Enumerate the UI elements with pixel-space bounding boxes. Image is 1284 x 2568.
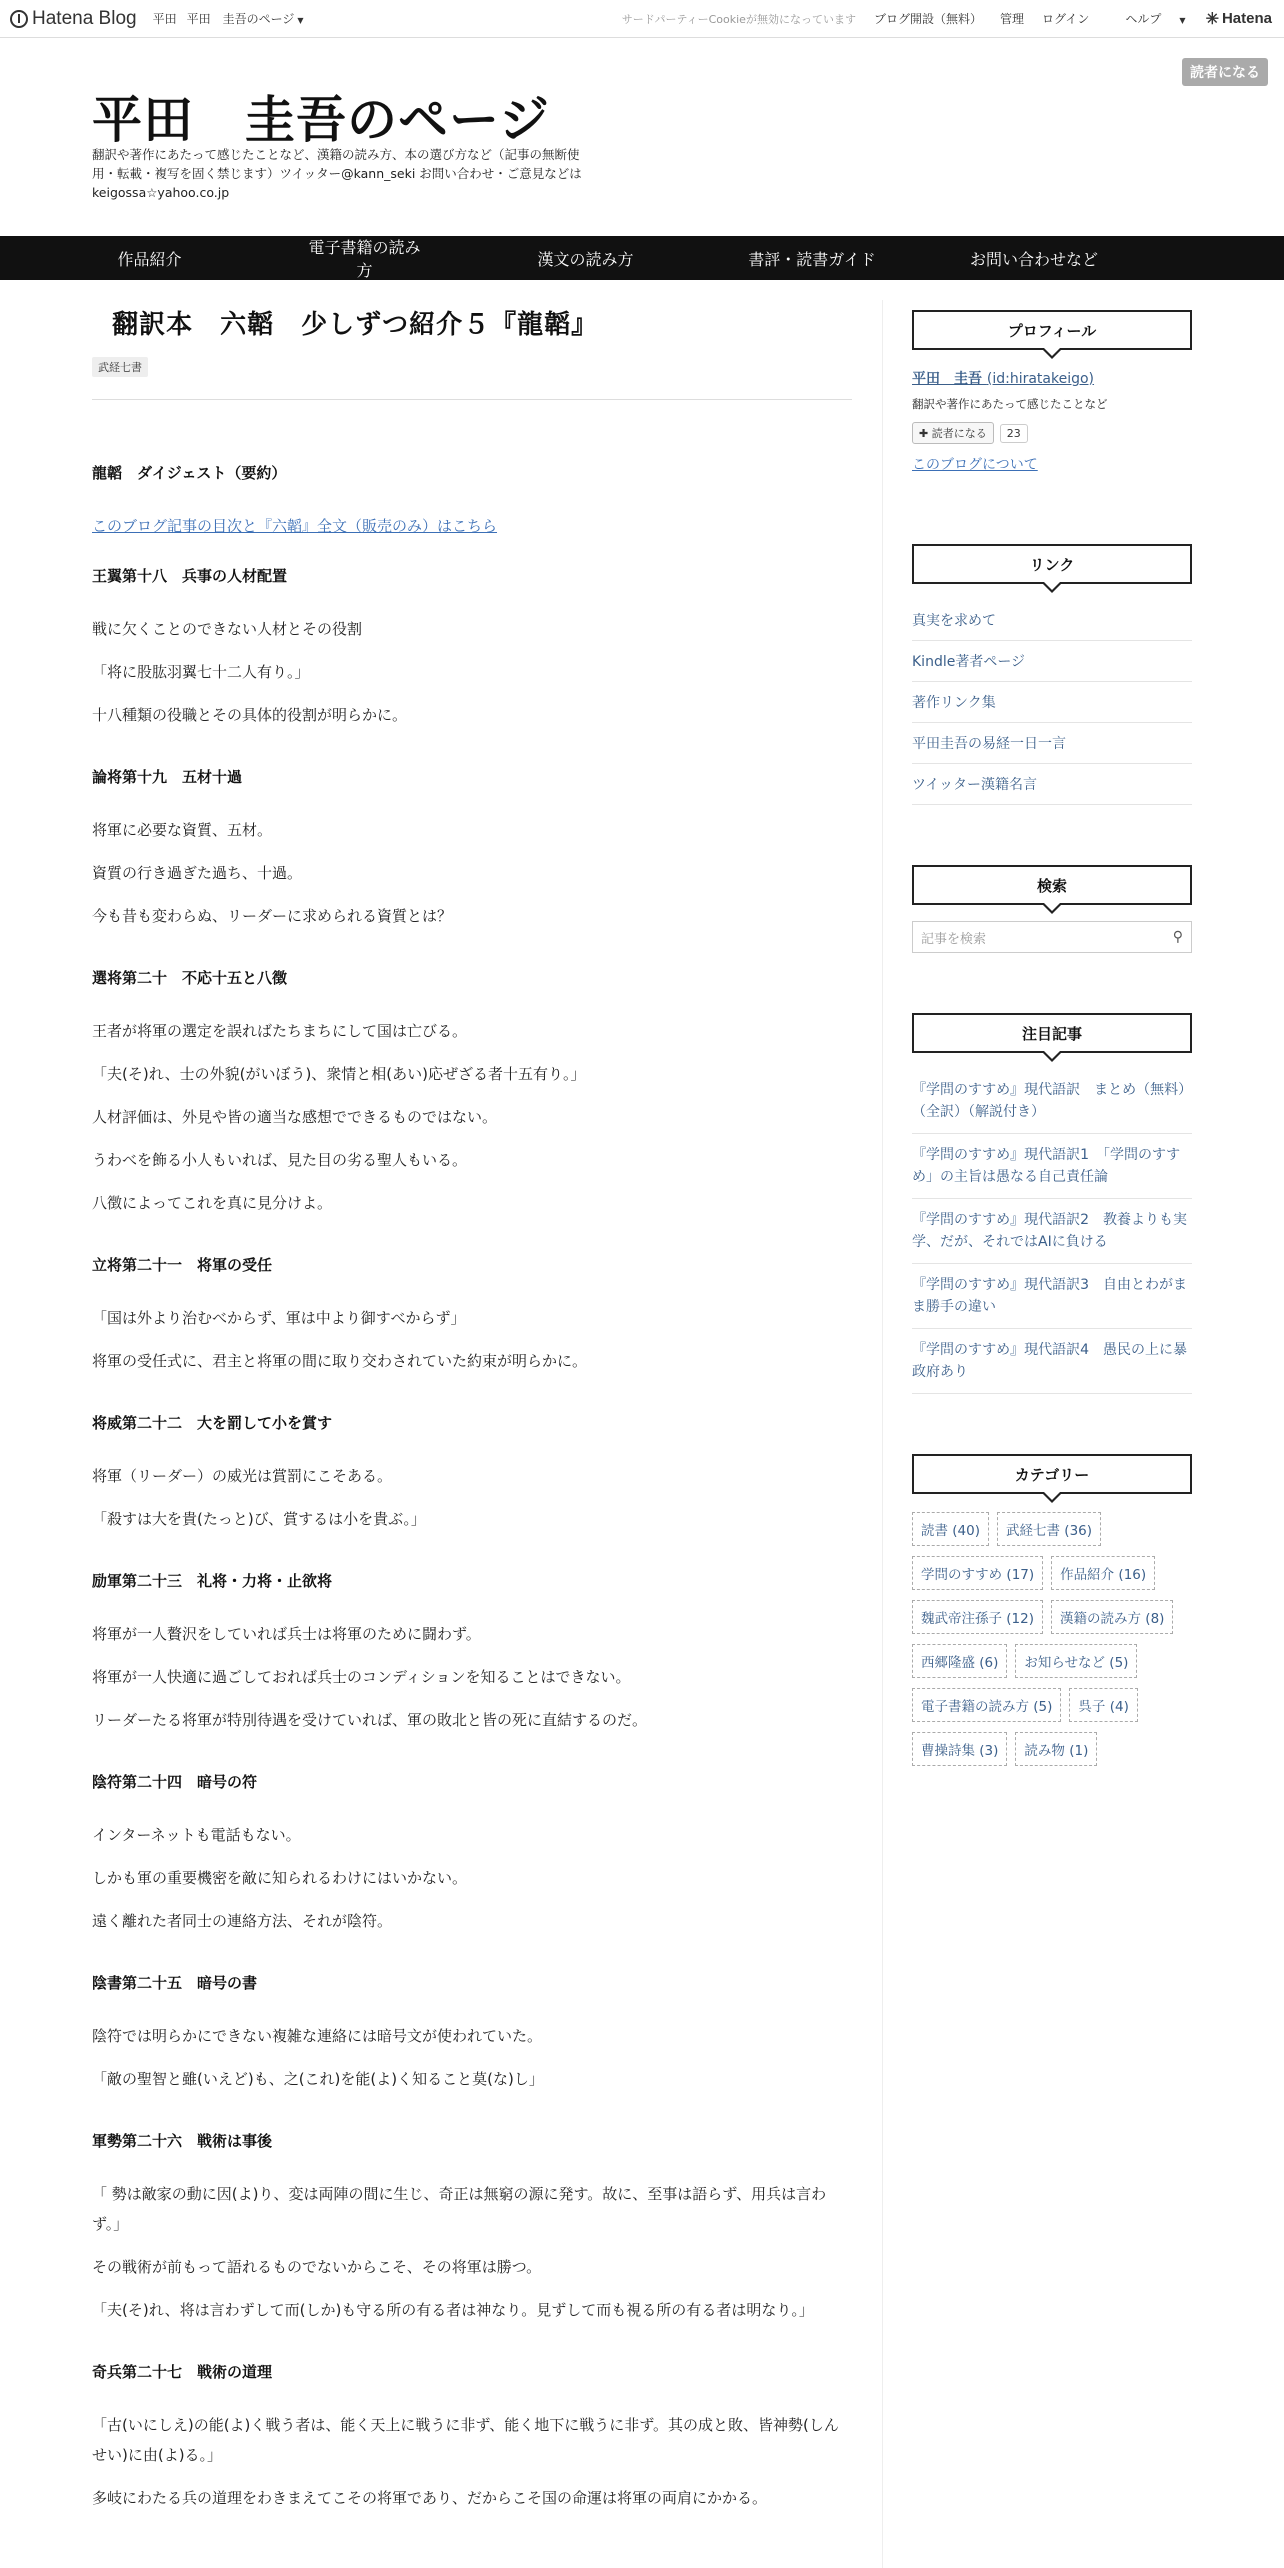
section-paragraph: しかも軍の重要機密を敵に知られるわけにはいかない。 bbox=[92, 1869, 468, 1887]
entry bbox=[92, 300, 852, 2549]
categories-title: カテゴリー bbox=[912, 1454, 1192, 1494]
section-paragraph: 「 勢は敵家の動に因(よ)り、変は両陣の間に生じ、奇正は無窮の源に発す。故に、至事は語らず、用兵は言わず。」 bbox=[92, 2185, 827, 2233]
section-paragraph: 将軍（リーダー）の威光は賞罰にこそある。 bbox=[92, 1467, 393, 1485]
sidebar-link-item[interactable]: 平田圭吾の易経一日一言 bbox=[912, 723, 1192, 764]
sidebar-link-item[interactable]: Kindle著者ページ bbox=[912, 641, 1192, 682]
sidebar-link-item[interactable]: 真実を求めて bbox=[912, 600, 1192, 641]
section-paragraph: その戦術が前もって語れるものでないからこそ、その将軍は勝つ。 bbox=[92, 2258, 542, 2276]
section-heading: 王翼第十八 兵事の人材配置 bbox=[92, 567, 288, 585]
reader-count: 23 bbox=[1000, 424, 1028, 443]
section-paragraph: 「敵の聖智と雖(いえど)も、之(これ)を能(よ)く知ること莫(な)し」 bbox=[92, 2070, 544, 2088]
section-heading: 陰書第二十五 暗号の書 bbox=[92, 1974, 258, 1992]
sidebar-divider bbox=[882, 300, 883, 2568]
section-paragraph: 将軍が一人贅沢をしていれば兵士は将軍のために闘わず。 bbox=[92, 1625, 481, 1643]
section-paragraph: 将軍に必要な資質、五材。 bbox=[92, 821, 273, 839]
section-paragraph: 人材評価は、外見や皆の適当な感想でできるものではない。 bbox=[92, 1108, 498, 1126]
help-menu[interactable]: ヘルプ ▼ bbox=[1125, 12, 1186, 26]
digest-heading: 龍韜 ダイジェスト（要約） bbox=[92, 464, 287, 482]
cookie-notice: サードパーティーCookieが無効になっています bbox=[621, 12, 856, 26]
hot-entry-link[interactable]: 『学問のすすめ』現代語訳 まとめ（無料）（全訳）（解説付き） bbox=[912, 1069, 1192, 1134]
caret-down-icon: ▼ bbox=[1179, 16, 1186, 25]
profile-title: プロフィール bbox=[912, 310, 1192, 350]
section-heading: 軍勢第二十六 戦術は事後 bbox=[92, 2132, 273, 2150]
section-paragraph: うわべを飾る小人もいれば、見た目の劣る聖人もいる。 bbox=[92, 1151, 468, 1169]
hot-entries-title: 注目記事 bbox=[912, 1013, 1192, 1053]
categories-module bbox=[912, 1454, 1192, 1776]
profile-description: 翻訳や著作にあたって感じたことなど bbox=[912, 397, 1108, 411]
links-title: リンク bbox=[912, 544, 1192, 584]
section-heading: 奇兵第二十七 戦術の道理 bbox=[92, 2363, 273, 2381]
category-tag[interactable]: 読み物 (1) bbox=[1015, 1732, 1097, 1766]
topbar-user-link[interactable]: 平田 bbox=[152, 12, 177, 26]
hatena-star-icon: ✳ bbox=[1205, 10, 1219, 28]
category-tag[interactable]: 作品紹介 (16) bbox=[1051, 1556, 1155, 1590]
category-tag[interactable]: 西郷隆盛 (6) bbox=[912, 1644, 1007, 1678]
entry-title[interactable]: 翻訳本 六韜 少しずつ紹介５『龍韜』 bbox=[112, 310, 599, 340]
section-paragraph: 「殺すは大を貴(たっと)び、賞するは小を貴ぶ。」 bbox=[92, 1510, 426, 1528]
toc-link[interactable]: このブログ記事の目次と『六韜』全文（販売のみ）はこちら bbox=[92, 517, 498, 535]
category-tag[interactable]: 魏武帝注孫子 (12) bbox=[912, 1600, 1043, 1634]
entry-content bbox=[92, 462, 852, 2513]
section-heading: 選将第二十 不応十五と八徴 bbox=[92, 969, 288, 987]
global-nav bbox=[0, 236, 1284, 280]
search-title: 検索 bbox=[912, 865, 1192, 905]
login-link[interactable]: ログイン bbox=[1041, 12, 1090, 26]
entry-section bbox=[92, 2361, 852, 2513]
links-module bbox=[912, 544, 1192, 805]
section-heading: 立将第二十一 将軍の受任 bbox=[92, 1256, 273, 1274]
category-tag[interactable]: 武経七書 (36) bbox=[997, 1512, 1101, 1546]
topbar-blog-menu[interactable]: 平田 圭吾のページ ▼ bbox=[186, 12, 304, 26]
category-tag[interactable]: お知らせなど (5) bbox=[1015, 1644, 1137, 1678]
section-paragraph: 将軍が一人快適に過ごしておれば兵士のコンディションを知ることはできない。 bbox=[92, 1668, 631, 1686]
open-blog-link[interactable]: ブログ開設（無料） bbox=[873, 12, 982, 26]
category-tag[interactable]: 学問のすすめ (17) bbox=[912, 1556, 1043, 1590]
entry-section bbox=[92, 565, 852, 730]
about-blog-link[interactable]: このブログについて bbox=[912, 457, 1038, 473]
category-tag[interactable]: 曹操詩集 (3) bbox=[912, 1732, 1007, 1766]
search-icon[interactable]: ⚲ bbox=[1172, 929, 1183, 945]
caret-down-icon: ▼ bbox=[297, 16, 304, 25]
section-paragraph: 遠く離れた者同士の連絡方法、それが陰符。 bbox=[92, 1912, 393, 1930]
hatena-logo-icon bbox=[10, 10, 28, 28]
profile-module bbox=[912, 310, 1192, 474]
plus-icon: ✚ bbox=[919, 427, 929, 440]
nav-item-kanbun[interactable]: 漢文の読み方 bbox=[537, 249, 634, 269]
hatena-topbar bbox=[0, 0, 1284, 38]
section-paragraph: 王者が将軍の選定を誤ればたちまちにして国は亡びる。 bbox=[92, 1022, 468, 1040]
entry-section bbox=[92, 1254, 852, 1376]
section-paragraph: 戦に欠くことのできない人材とその役割 bbox=[92, 620, 363, 638]
hatena-blog-logo[interactable]: Hatena Blog bbox=[10, 8, 137, 30]
section-heading: 陰符第二十四 暗号の符 bbox=[92, 1773, 258, 1791]
entry-section bbox=[92, 1570, 852, 1735]
entry-section bbox=[92, 2130, 852, 2325]
section-paragraph: リーダーたる将軍が特別待遇を受けていれば、軍の敗北と皆の死に直結するのだ。 bbox=[92, 1711, 648, 1729]
section-heading: 将威第二十二 大を罰して小を賞す bbox=[92, 1414, 333, 1432]
hot-entries-module bbox=[912, 1013, 1192, 1394]
nav-item-works[interactable]: 作品紹介 bbox=[117, 249, 182, 269]
section-paragraph: 今も昔も変わらぬ、リーダーに求められる資質とは？ bbox=[92, 907, 453, 925]
section-paragraph: インターネットも電話もない。 bbox=[92, 1826, 301, 1844]
section-paragraph: 「夫(そ)れ、将は言わずして而(しか)も守る所の有る者は神なり。見ずして而も視る所の有る者は明なり。」 bbox=[92, 2301, 814, 2319]
sidebar-link-item[interactable]: ツイッター漢籍名言 bbox=[912, 764, 1192, 805]
entry-section bbox=[92, 1972, 852, 2094]
section-paragraph: 陰符では明らかにできない複雑な連絡には暗号文が使われていた。 bbox=[92, 2027, 543, 2045]
section-heading: 論将第十九 五材十過 bbox=[92, 768, 243, 786]
divider bbox=[92, 399, 852, 400]
section-paragraph: 「古(いにしえ)の能(よ)く戦う者は、能く天上に戦うに非ず、能く地下に戦うに非ず。其の成と敗、皆神勢(しんせい)に由(よ)る。」 bbox=[92, 2416, 839, 2464]
blog-description: 翻訳や著作にあたって感じたことなど、漢籍の読み方、本の選び方など（記事の無断使用・転載・複写を固く禁じます）ツイッター@kann_seki お問い合わせ・ご意見などはkeigossa☆yahoo.co.jp bbox=[92, 147, 582, 200]
hot-entry-link[interactable]: 『学問のすすめ』現代語訳4 愚民の上に暴政府あり bbox=[912, 1329, 1192, 1394]
blog-title[interactable]: 平田 圭吾のページ bbox=[92, 91, 550, 149]
section-paragraph: 資質の行き過ぎた過ち、十過。 bbox=[92, 864, 303, 882]
hot-entry-link[interactable]: 『学問のすすめ』現代語訳3 自由とわがまま勝手の違い bbox=[912, 1264, 1192, 1329]
nav-item-review[interactable]: 書評・読書ガイド bbox=[748, 249, 876, 269]
category-tag[interactable]: 漢籍の読み方 (8) bbox=[1051, 1600, 1173, 1634]
section-paragraph: 将軍の受任式に、君主と将軍の間に取り交わされていた約束が明らかに。 bbox=[92, 1352, 588, 1370]
hatena-home-link[interactable]: ✳ Hatena bbox=[1205, 10, 1272, 28]
entry-section bbox=[92, 967, 852, 1218]
entry-section bbox=[92, 1771, 852, 1936]
section-paragraph: 多岐にわたる兵の道理をわきまえてこその将軍であり、だからこそ国の命運は将軍の両肩にかかる。 bbox=[92, 2489, 768, 2507]
section-paragraph: 「国は外より治むべからず、軍は中より御すべからず」 bbox=[92, 1309, 466, 1327]
nav-item-contact[interactable]: お問い合わせなど bbox=[969, 249, 1098, 269]
hot-entry-link[interactable]: 『学問のすすめ』現代語訳1 「学問のすすめ」の主旨は愚なる自己責任論 bbox=[912, 1134, 1192, 1199]
category-tag[interactable]: 呉子 (4) bbox=[1069, 1688, 1137, 1722]
profile-name-link[interactable]: 平田 圭吾 (id:hiratakeigo) bbox=[912, 371, 1095, 387]
hot-entry-link[interactable]: 『学問のすすめ』現代語訳2 教養よりも実学、だが、それではAIに負ける bbox=[912, 1199, 1192, 1264]
category-tag[interactable]: 電子書籍の読み方 (5) bbox=[912, 1688, 1061, 1722]
entry-category[interactable]: 武経七書 bbox=[92, 357, 148, 377]
sidebar-link-item[interactable]: 著作リンク集 bbox=[912, 682, 1192, 723]
search-module bbox=[912, 865, 1192, 953]
section-heading: 励軍第二十三 礼将・力将・止欲将 bbox=[92, 1572, 333, 1590]
category-tag[interactable]: 読書 (40) bbox=[912, 1512, 989, 1546]
subscribe-button[interactable]: 読者になる bbox=[1182, 58, 1268, 86]
search-input[interactable]: 記事を検索 ⚲ bbox=[912, 921, 1192, 953]
manage-link[interactable]: 管理 bbox=[999, 12, 1024, 26]
entry-sections bbox=[92, 565, 852, 2513]
sidebar bbox=[912, 310, 1192, 1836]
section-paragraph: 八徴によってこれを真に見分けよ。 bbox=[92, 1194, 333, 1212]
section-paragraph: 「夫(そ)れ、士の外貌(がいぼう)、衆情と相(あい)応ぜざる者十五有り。」 bbox=[92, 1065, 586, 1083]
entry-section bbox=[92, 766, 852, 931]
nav-item-ebook[interactable]: 電子書籍の読み方 bbox=[308, 238, 421, 280]
section-paragraph: 十八種類の役職とその具体的役割が明らかに。 bbox=[92, 706, 408, 724]
entry-section bbox=[92, 1412, 852, 1534]
blog-header bbox=[0, 38, 1284, 236]
section-paragraph: 「将に股肱羽翼七十二人有り。」 bbox=[92, 663, 310, 681]
profile-subscribe-button[interactable]: ✚ 読者になる bbox=[912, 422, 994, 444]
